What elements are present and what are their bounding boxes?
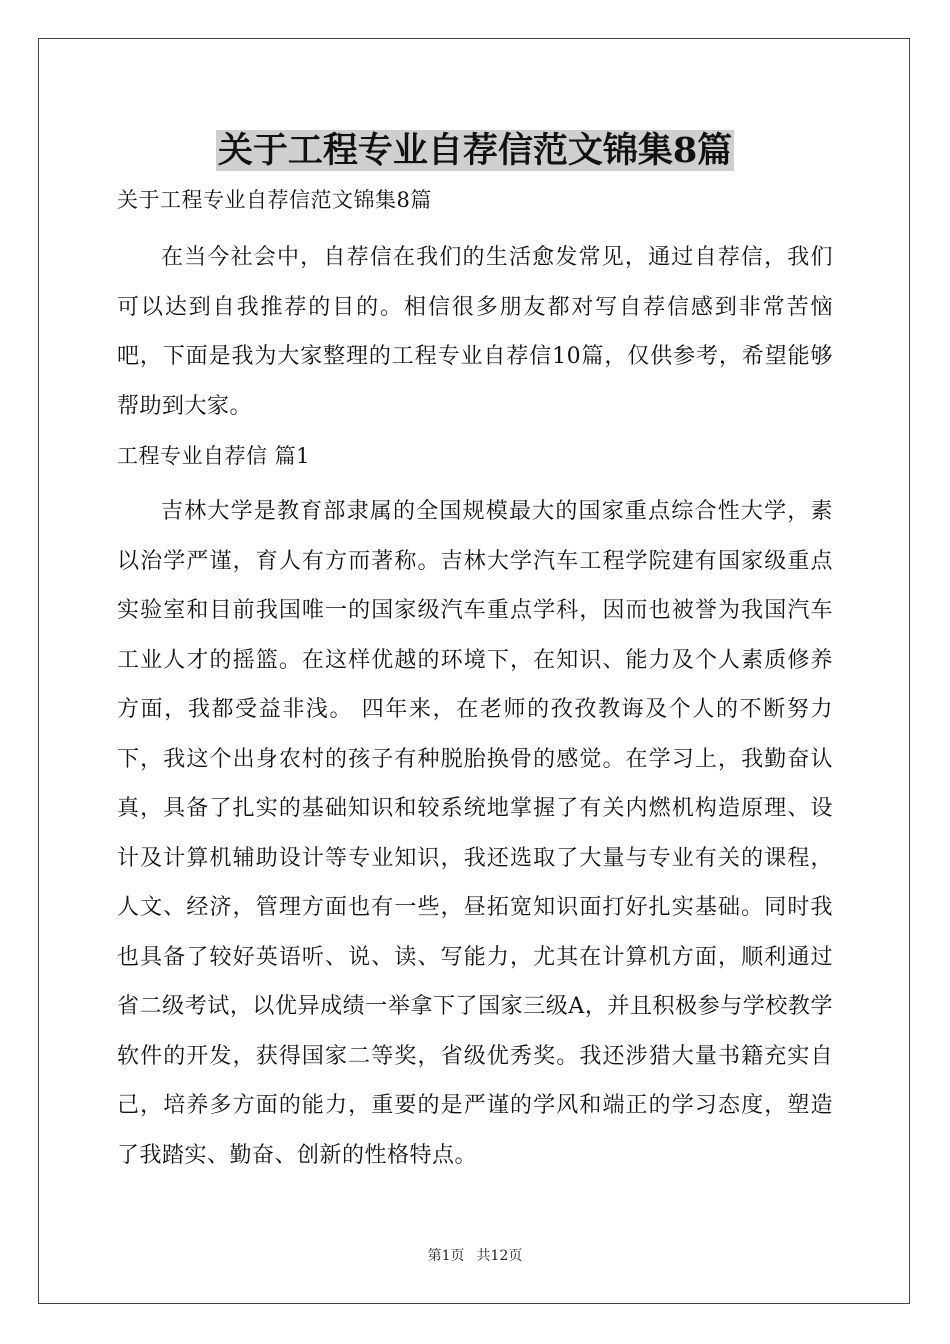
section-heading: 工程专业自荐信 篇1 [117, 444, 311, 468]
document-title-text: 关于工程专业自荐信范文锦集8篇 [217, 130, 733, 171]
page-footer [0, 1245, 950, 1265]
intro-paragraph: 在当今社会中，自荐信在我们的生活愈发常见，通过自荐信，我们可以达到自我推荐的目的。相信很多朋友都对写自荐信感到非常苦恼吧，下面是我为大家整理的工程专业自荐信10篇，仅供参考，希望能够帮助到大家。 [117, 245, 833, 419]
page-total: 共12页 [476, 1248, 523, 1264]
document-subtitle: 关于工程专业自荐信范文锦集8篇 [117, 188, 432, 212]
document-body [117, 184, 833, 1180]
document-title [0, 128, 950, 174]
page-number: 第1页 [427, 1248, 465, 1264]
body-paragraph: 吉林大学是教育部隶属的全国规模最大的国家重点综合性大学，素以治学严谨，育人有方而著称。吉林大学汽车工程学院建有国家级重点实验室和目前我国唯一的国家级汽车重点学科，因而也被誉为我国汽车工业人才的摇篮。在这样优越的环境下，在知识、能力及个人素质修养方面，我都受益非浅。 四年来，在老师的孜孜教诲及个人的不断努力下，我这个出身农村的孩子有种脱胎换骨的感觉。在学习上，我勤奋认真，具备了扎实的基础知识和较系统地掌握了有关内燃机构造原理、设计及计算机辅助设计等专业知识，我还选取了大量与专业有关的课程，人文、经济，管理方面也有一些，昼拓宽知识面打好扎实基础。同时我也具备了较好英语听、说、读、写能力，尤其在计算机方面，顺利通过省二级考试，以优异成绩一举拿下了国家三级A，并且积极参与学校教学软件的开发，获得国家二等奖，省级优秀奖。我还涉猎大量书籍充实自己，培养多方面的能力，重要的是严谨的学风和端正的学习态度，塑造了我踏实、勤奋、创新的性格特点。 [117, 499, 833, 1168]
